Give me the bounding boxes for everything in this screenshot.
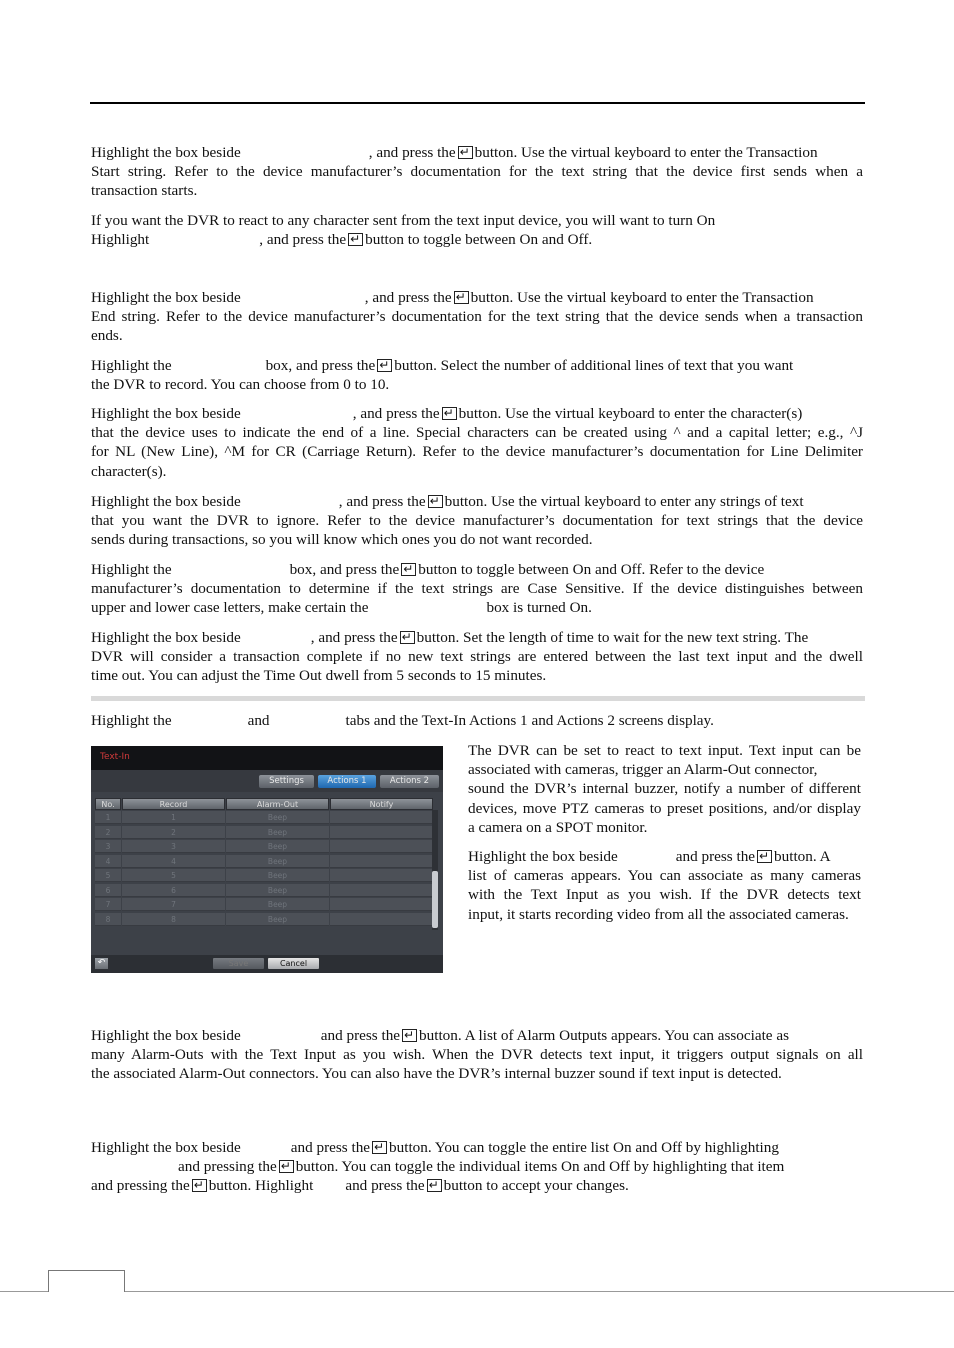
record-cell[interactable]: 4 xyxy=(122,855,225,868)
text-line: The DVR can be set to react to text input. Text input can be xyxy=(468,742,861,759)
row-number: 7 xyxy=(95,898,121,911)
text: Highlight the xyxy=(91,712,172,729)
table-row[interactable] xyxy=(95,811,433,825)
alarm-out-cell[interactable]: Beep xyxy=(226,811,329,824)
text: Highlight xyxy=(91,231,150,249)
text: Highlight the box beside xyxy=(91,493,241,510)
text: , and press the xyxy=(364,289,452,306)
text: Highlight the box beside xyxy=(91,1139,241,1156)
text: Highlight the box beside xyxy=(91,289,241,306)
section-divider xyxy=(91,696,865,701)
text-line: that the device uses to indicate the end of a line. Special characters can be created using ^ and a capital letter; e.g., ^J xyxy=(91,424,863,442)
text: Highlight the box beside xyxy=(91,405,241,422)
paragraph-notify xyxy=(91,1138,863,1196)
paragraph-transaction-end xyxy=(91,288,863,346)
paragraph-any-character xyxy=(91,211,863,249)
text-line: character(s). xyxy=(91,462,167,480)
paragraph-record-cameras xyxy=(468,847,861,924)
record-cell[interactable]: 8 xyxy=(122,913,225,926)
text: box, and press the xyxy=(289,561,400,578)
save-button[interactable]: Save xyxy=(213,958,264,969)
paragraph-alarm-out xyxy=(91,1026,863,1084)
text-line: End string. Refer to the device manufacturer’s documentation for the text string that the device sends when a transaction xyxy=(91,308,863,326)
table-row[interactable] xyxy=(95,826,433,840)
text-line: Start string. Refer to the device manufacturer’s documentation for the text string that the device first sends when a xyxy=(91,163,863,181)
record-cell[interactable]: 1 xyxy=(122,811,225,824)
row-number: 2 xyxy=(95,826,121,839)
alarm-out-cell[interactable]: Beep xyxy=(226,884,329,897)
record-cell[interactable]: 7 xyxy=(122,898,225,911)
row-number: 4 xyxy=(95,855,121,868)
text: button. Set the length of time to wait for the new text string. The xyxy=(416,629,809,646)
tab-actions-2[interactable]: Actions 2 xyxy=(380,775,439,788)
enter-key-icon xyxy=(402,1029,417,1042)
screen-title-bar xyxy=(91,746,443,770)
header-rule xyxy=(90,102,865,104)
enter-key-icon xyxy=(372,1141,387,1154)
text: , and press the xyxy=(338,493,426,510)
text: Highlight the box beside xyxy=(91,144,241,161)
table-row[interactable] xyxy=(95,855,433,869)
notify-cell[interactable] xyxy=(330,898,433,911)
text-line: manufacturer’s documentation to determine if the text strings are Case Sensitive. If the device distinguishes between xyxy=(91,580,863,598)
text: and press the xyxy=(320,1027,401,1044)
text-line: devices, move PTZ cameras to preset positions, and/or display xyxy=(468,799,861,817)
column-header-no: No. xyxy=(95,798,121,810)
text: Highlight the box beside xyxy=(91,629,241,646)
enter-key-icon xyxy=(454,291,469,304)
paragraph-actions-tabs xyxy=(91,711,863,730)
paragraph-time-out xyxy=(91,628,863,686)
table-row[interactable] xyxy=(95,884,433,898)
text-line: many Alarm-Outs with the Text Input as you wish. When the DVR detects text input, it triggers output signals on all xyxy=(91,1046,863,1064)
text-line: sends during transactions, so you will know which ones you do not want recorded. xyxy=(91,531,593,549)
paragraph-transaction-start xyxy=(91,143,863,201)
text-line: list of cameras appears. You can associate as many cameras xyxy=(468,867,861,885)
tab-actions-1[interactable]: Actions 1 xyxy=(318,775,376,788)
notify-cell[interactable] xyxy=(330,869,433,882)
text: , and press the xyxy=(310,629,398,646)
text: button. A xyxy=(774,848,831,865)
table-row[interactable] xyxy=(95,913,433,927)
text: Highlight the box beside xyxy=(468,848,618,865)
enter-key-icon xyxy=(192,1179,207,1192)
text: button. You can toggle the entire list On and Off by highlighting xyxy=(389,1139,779,1156)
column-header-alarm-out: Alarm-Out xyxy=(226,798,329,810)
column-header-notify: Notify xyxy=(330,798,433,810)
page-number-tab xyxy=(48,1270,125,1292)
cancel-button[interactable]: Cancel xyxy=(268,958,319,969)
text-line: time out. You can adjust the Time Out dwell from 5 seconds to 15 minutes. xyxy=(91,667,547,685)
record-cell[interactable]: 3 xyxy=(122,840,225,853)
record-cell[interactable]: 5 xyxy=(122,869,225,882)
paragraph-case-sensitive xyxy=(91,560,863,618)
enter-key-icon xyxy=(279,1160,294,1173)
text: button. Use the virtual keyboard to enter the Transaction xyxy=(474,144,818,161)
row-number: 6 xyxy=(95,884,121,897)
text: and xyxy=(247,712,270,729)
row-number: 1 xyxy=(95,811,121,824)
text-line: that you want the DVR to ignore. Refer to the device manufacturer’s documentation for text strings that the device xyxy=(91,512,863,530)
notify-cell[interactable] xyxy=(330,826,433,839)
column-header-record: Record xyxy=(122,798,225,810)
row-number: 3 xyxy=(95,840,121,853)
screen-button-bar xyxy=(91,955,443,973)
enter-key-icon xyxy=(442,407,457,420)
tab-settings[interactable]: Settings xyxy=(259,775,314,788)
text: button. Highlight xyxy=(208,1177,314,1195)
paragraph-line-delimiter xyxy=(91,404,863,481)
text: and press the xyxy=(290,1139,371,1156)
text: button to toggle between On and Off. Refer to the device xyxy=(418,561,765,578)
text: and pressing the xyxy=(91,1177,190,1195)
text: and press the xyxy=(675,848,756,865)
row-number: 5 xyxy=(95,869,121,882)
paragraph-react-to-text xyxy=(468,741,861,837)
screen-title: Text-In xyxy=(100,752,130,762)
back-arrow-icon[interactable]: ↶ xyxy=(95,958,108,969)
alarm-out-cell[interactable]: Beep xyxy=(226,869,329,882)
text-line: DVR will consider a transaction complete if no new text strings are entered between the last text input and the dwell xyxy=(91,648,863,666)
enter-key-icon xyxy=(377,359,392,372)
enter-key-icon xyxy=(458,146,473,159)
alarm-out-cell[interactable]: Beep xyxy=(226,898,329,911)
alarm-out-cell[interactable]: Beep xyxy=(226,855,329,868)
footer-rule xyxy=(0,1291,954,1292)
text: Highlight the xyxy=(91,561,172,578)
text: button. Use the virtual keyboard to enter any strings of text xyxy=(444,493,804,510)
table-row[interactable] xyxy=(95,869,433,883)
text: Highlight the box beside xyxy=(91,1027,241,1044)
text: box is turned On. xyxy=(486,599,592,617)
paragraph-ignore-string xyxy=(91,492,863,550)
text: Highlight the xyxy=(91,357,172,374)
notify-cell[interactable] xyxy=(330,884,433,897)
notify-cell[interactable] xyxy=(330,811,433,824)
text: button. A list of Alarm Outputs appears. You can associate as xyxy=(419,1027,789,1044)
text-line: sound the DVR’s internal buzzer, notify a number of different xyxy=(468,780,861,798)
table-row[interactable] xyxy=(95,898,433,912)
alarm-out-cell[interactable]: Beep xyxy=(226,913,329,926)
text-line: input, it starts recording video from all the associated cameras. xyxy=(468,905,849,923)
record-cell[interactable]: 2 xyxy=(122,826,225,839)
text: button. You can toggle the individual items On and Off by highlighting that item xyxy=(295,1158,785,1176)
text-line: If you want the DVR to react to any character sent from the text input device, you will want to turn On xyxy=(91,212,716,229)
enter-key-icon xyxy=(400,631,415,644)
text: , and press the xyxy=(352,405,440,422)
text-line: transaction starts. xyxy=(91,182,198,200)
text: , and press the xyxy=(368,144,456,161)
enter-key-icon xyxy=(348,233,363,246)
text: and pressing the xyxy=(178,1158,277,1176)
notify-cell[interactable] xyxy=(330,855,433,868)
alarm-out-cell[interactable]: Beep xyxy=(226,840,329,853)
notify-cell[interactable] xyxy=(330,840,433,853)
text: upper and lower case letters, make certain the xyxy=(91,599,369,617)
text-line: the DVR to record. You can choose from 0 to 10. xyxy=(91,376,390,394)
text: button. Use the virtual keyboard to enter the Transaction xyxy=(470,289,814,306)
row-number: 8 xyxy=(95,913,121,926)
record-cell[interactable]: 6 xyxy=(122,884,225,897)
text: , and press the xyxy=(259,231,347,249)
text: and press the xyxy=(345,1177,425,1195)
text: button to toggle between On and Off. xyxy=(365,231,593,249)
text: tabs and the Text-In Actions 1 and Actions 2 screens display. xyxy=(345,712,714,729)
text-in-actions-screenshot xyxy=(91,746,443,973)
text-line: ends. xyxy=(91,327,123,345)
text-line: with the Text Input as you wish. If the DVR detects text xyxy=(468,886,861,904)
text: button. Select the number of additional lines of text that you want xyxy=(394,357,794,374)
text-line: associated with cameras, trigger an Alarm-Out connector, xyxy=(468,761,818,779)
text: button to accept your changes. xyxy=(443,1177,629,1195)
enter-key-icon xyxy=(427,1179,442,1192)
alarm-out-cell[interactable]: Beep xyxy=(226,826,329,839)
notify-cell[interactable] xyxy=(330,913,433,926)
enter-key-icon xyxy=(401,563,416,576)
text-line: a camera on a SPOT monitor. xyxy=(468,818,648,836)
enter-key-icon xyxy=(757,850,772,863)
text-line: the associated Alarm-Out connectors. You can also have the DVR’s internal buzzer sound if text input is detected. xyxy=(91,1065,782,1083)
text-line: for NL (New Line), ^M for CR (Carriage Return). Refer to the device manufacturer’s documentation for Line Delimiter xyxy=(91,443,863,461)
paragraph-additional-lines xyxy=(91,356,863,394)
enter-key-icon xyxy=(428,495,443,508)
text: button. Use the virtual keyboard to enter the character(s) xyxy=(458,405,803,422)
actions-table xyxy=(95,798,433,930)
text: box, and press the xyxy=(265,357,376,374)
table-scrollbar-thumb[interactable] xyxy=(432,871,438,928)
table-row[interactable] xyxy=(95,840,433,854)
